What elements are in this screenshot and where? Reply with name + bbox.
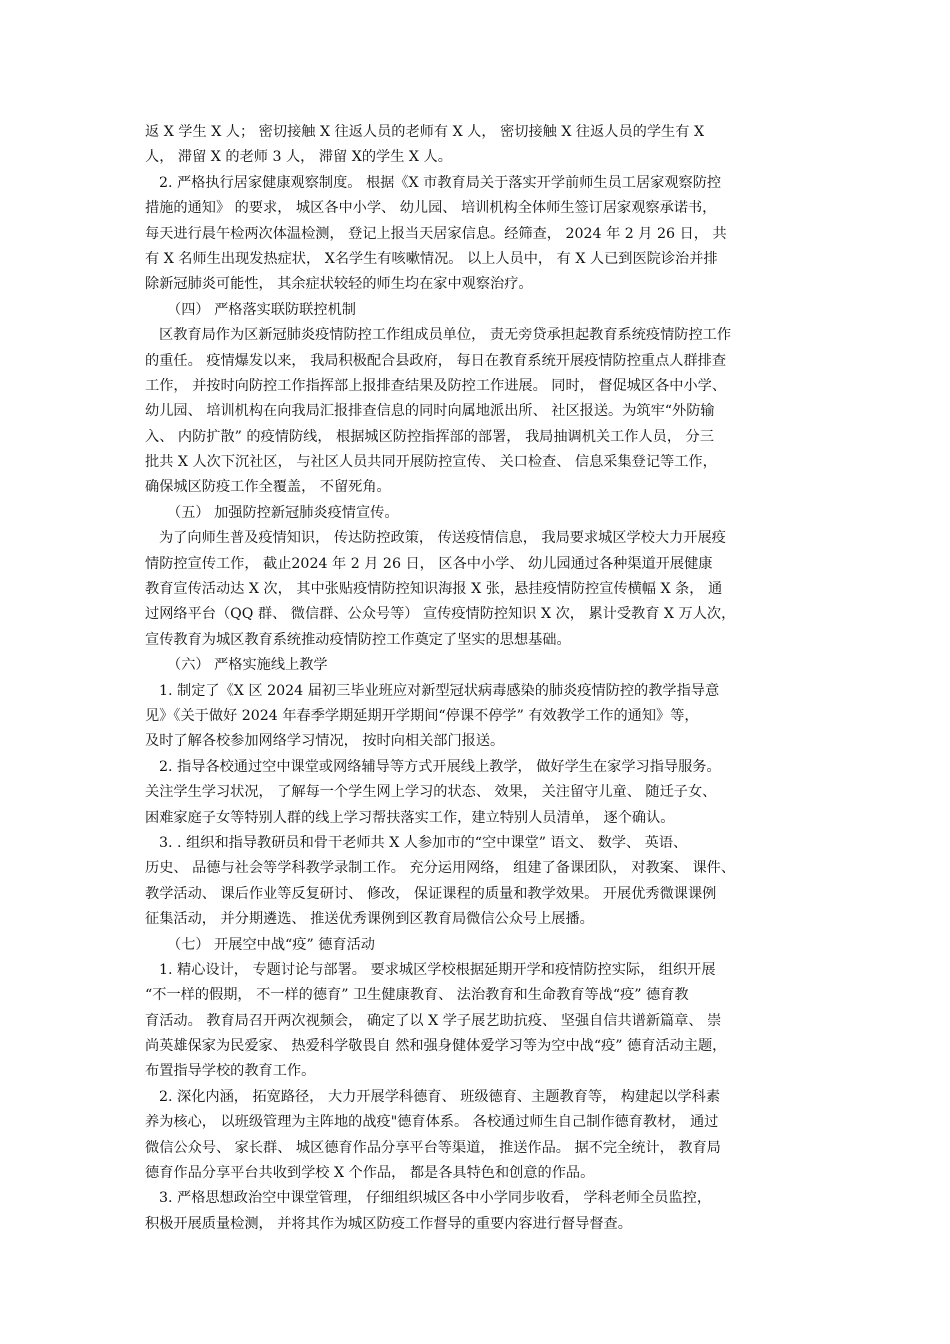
document-page — [145, 120, 820, 1237]
text-line: 幼儿园、 培训机构在向我局汇报排查信息的同时向属地派出所、 社区报送。为筑牢“外防输 — [145, 403, 715, 420]
text-line: 2. 指导各校通过空中课堂或网络辅导等方式开展线上教学， 做好学生在家学习指导服务。 — [159, 758, 721, 775]
text-line: 尚英雄保家为民爱家、 热爱科学敬畏自 然和强身健体爱学习等为空中战“疫” 德育活动主题， — [145, 1038, 727, 1055]
text-line: 2. 深化内涵， 拓宽路径， 大力开展学科德育、 班级德育、主题教育等， 构建起以学科素 — [159, 1088, 721, 1105]
text-line: 工作， 并按时向防控工作指挥部上报排查结果及防控工作进展。 同时， 督促城区各中小学、 — [145, 377, 727, 394]
text-line: 困难家庭子女等特别人群的线上学习帮扶落实工作，建立特别人员清单， 逐个确认。 — [145, 809, 675, 826]
text-line: 情防控宣传工作， 截止2024 年 2 月 26 日， 区各中小学、 幼儿园通过各种渠道开展健康 — [145, 555, 713, 572]
section-heading: （四） 严格落实联防联控机制 — [167, 301, 356, 318]
text-line: 养为核心， 以班级管理为主阵地的战疫"德育体系。 各校通过师生自己制作德育教材， 通过 — [145, 1114, 719, 1131]
text-line: 积极开展质量检测， 并将其作为城区防疫工作督导的重要内容进行督导督查。 — [145, 1215, 632, 1232]
text-line: 人， 滞留 X 的老师 3 人， 滞留 X的学生 X 人。 — [145, 149, 452, 166]
text-line: 微信公众号、 家长群、 城区德育作品分享平台等渠道， 推送作品。 据不完全统计， 教育局 — [145, 1139, 721, 1156]
text-line: 过网络平台（QQ 群、 微信群、公众号等） 宣传疫情防控知识 X 次， 累计受教育 X 万人次， — [145, 606, 736, 623]
text-line: 教育宣传活动达 X 次， 其中张贴疫情防控知识海报 X 张，悬挂疫情防控宣传横幅 X 条， 通 — [145, 581, 723, 598]
text-line: “不一样的假期， 不一样的德育” 卫生健康教育、 法治教育和生命教育等战“疫” 德育教 — [145, 987, 689, 1004]
text-line: 入、 内防扩散” 的疫情防线， 根据城区防控指挥部的部署， 我局抽调机关工作人员， 分三 — [145, 428, 714, 445]
text-line: 返 X 学生 X 人； 密切接触 X 往返人员的老师有 X 人， 密切接触 X 往返人员的学生有 X — [145, 124, 705, 140]
text-line: 1. 精心设计， 专题讨论与部署。 要求城区学校根据延期开学和疫情防控实际， 组织开展 — [159, 961, 716, 978]
text-line: 及时了解各校参加网络学习情况， 按时向相关部门报送。 — [145, 733, 505, 750]
section-heading: （六） 严格实施线上教学 — [167, 657, 328, 674]
section-heading: （五） 加强防控新冠肺炎疫情宣传。 — [167, 504, 399, 521]
text-line: 教学活动、 课后作业等反复研讨、 修改， 保证课程的质量和教学效果。 开展优秀微课课例 — [145, 885, 717, 902]
text-line: 历史、 品德与社会等学科教学录制工作。 充分运用网络， 组建了备课团队， 对教案、 课件、 — [145, 860, 736, 877]
text-line: 除新冠肺炎可能性， 其余症状较轻的师生均在家中观察治疗。 — [145, 276, 533, 293]
text-line: 措施的通知》 的要求， 城区各中小学、 幼儿园、 培训机构全体师生签订居家观察承诺书， — [145, 200, 717, 217]
section-heading: （七） 开展空中战“疫” 德育活动 — [167, 936, 375, 953]
text-line: 确保城区防疫工作全覆盖， 不留死角。 — [145, 479, 391, 496]
text-line: 征集活动， 并分期遴选、 推送优秀课例到区教育局微信公众号上展播。 — [145, 911, 594, 928]
text-line: 批共 X 人次下沉社区， 与社区人员共同开展防控宣传、 关口检查、 信息采集登记等工作， — [145, 454, 717, 471]
text-line: 区教育局作为区新冠肺炎疫情防控工作组成员单位， 责无旁贷承担起教育系统疫情防控工作 — [159, 327, 732, 344]
text-line: 育活动。 教育局召开两次视频会， 确定了以 X 学子展艺助抗疫、 坚强自信共谱新篇章、 崇 — [145, 1012, 722, 1029]
text-line: 的重任。 疫情爆发以来， 我局积极配合县政府， 每日在教育系统开展疫情防控重点人群排查 — [145, 352, 727, 369]
text-line: 见》《关于做好 2024 年春季学期延期开学期间“停课不停学” 有效教学工作的通知》等， — [145, 707, 699, 724]
text-line: 2. 严格执行居家健康观察制度。 根据《X 市教育局关于落实开学前师生员工居家观察防控 — [159, 174, 722, 191]
text-line: 3. 严格思想政治空中课堂管理， 仔细组织城区各中小学同步收看， 学科老师全员监控， — [159, 1190, 712, 1207]
text-line: 德育作品分享平台共收到学校 X 个作品， 都是各具特色和创意的作品。 — [145, 1165, 595, 1182]
text-line: 关注学生学习状况， 了解每一个学生网上学习的状态、 效果， 关注留守儿童、 随迁子女、 — [145, 784, 717, 801]
text-line: 3. . 组织和指导教研员和骨干老师共 X 人参加市的“空中课堂” 语文、 数学、 英语、 — [159, 834, 688, 851]
text-line: 每天进行晨午检两次体温检测， 登记上报当天居家信息。经筛查， 2024 年 2 月 26 日， 共 — [145, 225, 727, 242]
text-line: 1. 制定了《X 区 2024 届初三毕业班应对新型冠状病毒感染的肺炎疫情防控的教学指导意 — [159, 682, 720, 699]
text-line: 宣传教育为城区教育系统推动疫情防控工作奠定了坚实的思想基础。 — [145, 631, 571, 648]
text-line: 有 X 名师生出现发热症状， X名学生有咳嗽情况。 以上人员中， 有 X 人已到医院诊治并排 — [145, 250, 718, 267]
text-line: 布置指导学校的教育工作。 — [145, 1063, 316, 1080]
text-line: 为了向师生普及疫情知识， 传达防控政策， 传送疫情信息， 我局要求城区学校大力开展疫 — [159, 530, 726, 547]
